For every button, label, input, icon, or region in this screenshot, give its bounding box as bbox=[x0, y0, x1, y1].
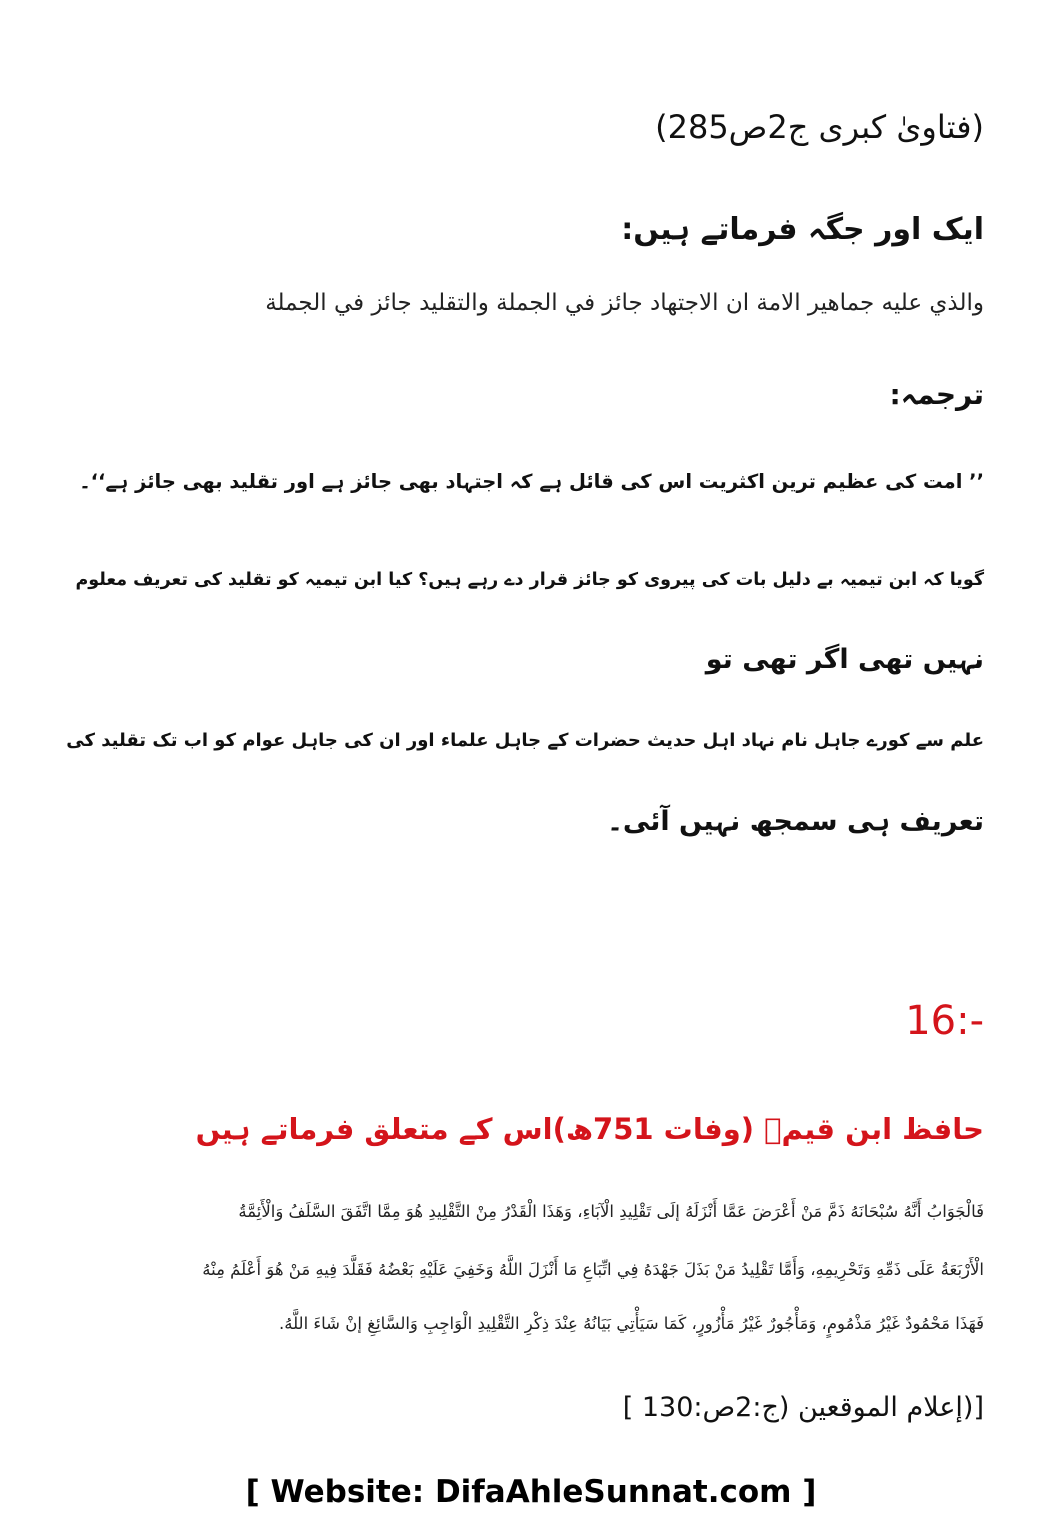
arabic-quote: والذي عليه جماهير الامة ان الاجتهاد جائز في الجملة والتقليد جائز في الجملة bbox=[265, 290, 984, 316]
ilam-al-muwaqqiin-reference: [(إعلام الموقعين (ج:2ص:130 ] bbox=[622, 1392, 984, 1423]
website-footer: [ Website: DifaAhleSunnat.com ] bbox=[245, 1474, 817, 1510]
translation-label: ترجمہ: bbox=[889, 378, 984, 411]
section-heading: حافظ ابن قیمؒ (وفات 751ھ)اس کے متعلق فرماتے ہیں bbox=[195, 1112, 984, 1146]
paragraph-2-line-1: علم سے کورے جاہل نام نہاد اہل حدیث حضرات کے جاہل علماء اور ان کی جاہل عوام کو اب تک تقلید کی bbox=[66, 730, 984, 751]
arabic-passage-line-3: فَهَذَا مَحْمُودٌ غَيْرُ مَذْمُومٍ، وَمَأْجُورٌ غَيْرُ مَأْزُورٍ، كَمَا سَيَأْتِي بَيَانُهُ عِنْدَ ذِكْرِ التَّقْلِيدِ الْوَاجِبِ وَالسَّائِغِ إنْ شَاءَ اللَّهُ. bbox=[278, 1314, 984, 1333]
fatawa-kubra-reference: (فتاویٰ کبری ج2ص285) bbox=[655, 108, 984, 146]
paragraph-2-line-2: تعریف ہی سمجھ نہیں آئی۔ bbox=[607, 806, 984, 837]
arabic-passage-line-2: الْأَرْبَعَةُ عَلَى ذَمِّهِ وَتَحْرِيمِهِ، وَأَمَّا تَقْلِيدُ مَنْ بَذَلَ جَهْدَهُ فِي اتِّبَاعِ مَا أَنْزَلَ اللَّهُ وَخَفِيَ عَلَيْهِ بَعْضُهُ فَقَلَّدَ فِيهِ مَنْ هُوَ أَعْلَمُ مِنْهُ bbox=[202, 1260, 984, 1279]
translation-text: ’’ امت کی عظیم ترین اکثریت اس کی قائل ہے کہ اجتہاد بھی جائز ہے اور تقلید بھی جائز ہے‘‘۔ bbox=[79, 470, 984, 493]
section-number: 16:- bbox=[905, 998, 984, 1044]
paragraph-1-line-2: نہیں تھی اگر تھی تو bbox=[705, 644, 984, 675]
paragraph-1-line-1: گویا کہ ابن تیمیہ بے دلیل بات کی پیروی کو جائز قرار دے رہے ہیں؟ کیا ابن تیمیہ کو تقلید کی تعریف معلوم bbox=[75, 570, 984, 590]
intro-line: ایک اور جگہ فرماتے ہیں: bbox=[621, 212, 984, 247]
arabic-passage-line-1: فَالْجَوَابُ أَنَّهُ سُبْحَانَهُ ذَمَّ مَنْ أَعْرَضَ عَمَّا أَنْزَلَهُ إلَى تَقْلِيدِ الْآبَاءِ، وَهَذَا الْقَدْرُ مِنْ التَّقْلِيدِ هُوَ مِمَّا اتَّفَقَ السَّلَفُ وَالْأَئِمَّةُ bbox=[238, 1202, 984, 1221]
